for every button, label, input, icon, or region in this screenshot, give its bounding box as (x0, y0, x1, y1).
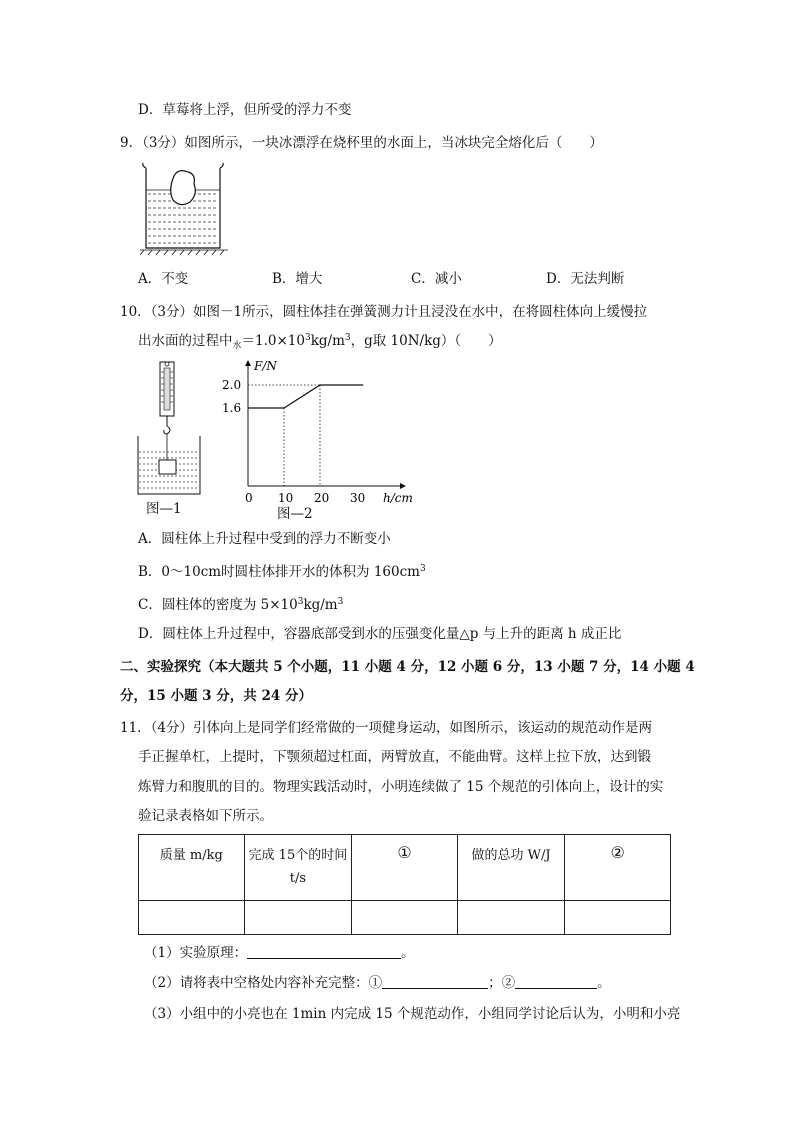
q11-sub1: （1）实验原理： 。 (144, 945, 415, 961)
y-axis-arrow (245, 360, 251, 366)
q9-option-b: B．增大 (272, 271, 323, 287)
table-header-mass: 质量 m/kg (139, 835, 245, 901)
q11-sub3: （3）小组中的小亮也在 1min 内完成 15 个规范动作，小组同学讨论后认为，小明和小亮 (144, 1006, 681, 1022)
q10-fig2-caption: 图—2 (277, 506, 313, 522)
table-cell[interactable] (352, 901, 458, 935)
q11-stem-line3: 炼臂力和腹肌的目的。物理实践活动时，小明连续做了 15 个规范的引体向上，设计的实 (138, 779, 664, 795)
x-tick-label: 30 (350, 491, 366, 504)
answer-blank-principle[interactable] (247, 944, 401, 959)
q10-option-c: C．圆柱体的密度为 $5\times 10^3kg/m^3$ (138, 597, 344, 613)
q11-stem-line1: 11．（4分）引体向上是同学们经常做的一项健身运动，如图所示，该运动的规范动作是两 (120, 720, 653, 736)
ice-block (171, 171, 196, 205)
table-header-blank-1: ① (352, 835, 458, 901)
x-axis-label: h/cm (383, 491, 413, 504)
answer-blank-2[interactable] (515, 974, 597, 989)
table-header-blank-2: ② (565, 835, 671, 901)
q10-option-d: D．圆柱体上升过程中，容器底部受到水的压强变化量△p 与上升的距离 h 成正比 (138, 626, 622, 642)
y-tick-label: 2.0 (222, 378, 242, 392)
x-tick-label: 20 (314, 491, 330, 504)
table-header-time: 完成 15个的时间 t/s (244, 835, 352, 901)
q8-option-d: D．草莓将上浮，但所受的浮力不变 (138, 102, 352, 118)
q10-figure-1 (134, 360, 206, 498)
q10-stem-line1: 10．（3分）如图－1所示，圆柱体挂在弹簧测力计且浸没在水中，在将圆柱体向上缓慢拉 (120, 304, 648, 320)
y-tick-label: 1.6 (222, 401, 242, 415)
q10-stem-line2: 出水面的过程中$_水=1.0\times 10^3kg/m^3$，g取 10N/kg）（ ） (138, 333, 502, 351)
answer-blank-1[interactable] (382, 974, 488, 989)
x-tick-label: 10 (278, 491, 294, 504)
q10-fig1-caption: 图—1 (146, 501, 182, 517)
q11-stem-line4: 验记录表格如下所示。 (138, 808, 273, 824)
q9-option-a: A．不变 (138, 271, 189, 287)
q10-figure-2-chart (218, 358, 428, 504)
q9-option-d: D．无法判断 (546, 271, 625, 287)
section2-heading-line2: 分，15 小题 3 分，共 24 分） (120, 688, 312, 704)
section2-heading-line1: 二、实验探究（本大题共 5 个小题，11 小题 4 分，12 小题 6 分，13 小题 7 分，14 小题 4 (120, 659, 695, 675)
table-cell[interactable] (565, 901, 671, 935)
q9-beaker-figure (140, 160, 230, 256)
series-line (248, 385, 363, 408)
q9-option-c: C．减小 (411, 271, 462, 287)
q11-stem-line2: 手正握单杠，上提时，下颚须超过杠面，两臂放直，不能曲臂。这样上拉下放，达到锻 (138, 749, 651, 765)
q10-option-b: B．0～10cm时圆柱体排开水的体积为 $160cm^3$ (138, 564, 426, 580)
table-cell[interactable] (457, 901, 565, 935)
table-cell[interactable] (139, 901, 245, 935)
q11-record-table (138, 834, 671, 935)
q11-sub2: （2）请将表中空格处内容补充完整：① ；② 。 (144, 975, 611, 991)
q10-option-a: A．圆柱体上升过程中受到的浮力不断变小 (138, 531, 391, 547)
cylinder (159, 460, 176, 474)
table-cell[interactable] (244, 901, 352, 935)
q9-stem: 9．（3分）如图所示，一块冰漂浮在烧杯里的水面上，当冰块完全熔化后（ ） (120, 135, 603, 151)
x-axis-arrow (400, 483, 406, 489)
y-axis-label: F/N (254, 359, 277, 373)
x-tick-label: 0 (245, 491, 253, 504)
table-header-work: 做的总功 W/J (457, 835, 565, 901)
